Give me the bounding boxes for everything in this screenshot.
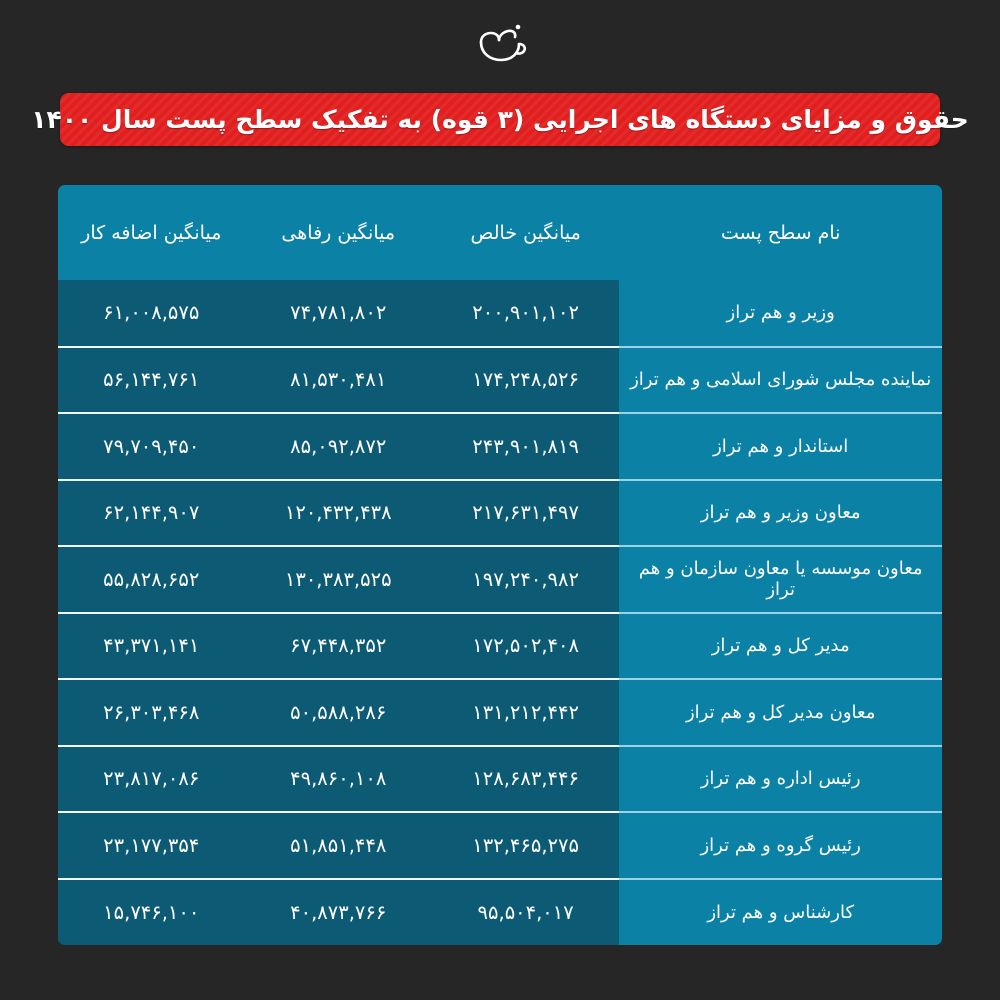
cell-post-name: رئیس گروه و هم تراز <box>619 812 942 879</box>
cell-overtime: ۵۶,۱۴۴,۷۶۱ <box>58 347 245 414</box>
cell-net: ۱۳۱,۲۱۲,۴۴۲ <box>432 679 619 746</box>
cell-net: ۱۳۲,۴۶۵,۲۷۵ <box>432 812 619 879</box>
cell-post-name: مدیر کل و هم تراز <box>619 613 942 680</box>
cell-overtime: ۲۳,۱۷۷,۳۵۴ <box>58 812 245 879</box>
cell-post-name: کارشناس و هم تراز <box>619 879 942 946</box>
cell-net: ۱۷۴,۲۴۸,۵۲۶ <box>432 347 619 414</box>
cell-post-name: رئیس اداره و هم تراز <box>619 746 942 813</box>
cell-welfare: ۶۷,۴۴۸,۳۵۲ <box>245 613 432 680</box>
cell-post-name: معاون وزیر و هم تراز <box>619 480 942 547</box>
table-row <box>58 546 942 613</box>
cell-net: ۲۰۰,۹۰۱,۱۰۲ <box>432 280 619 347</box>
cell-post-name: نماینده مجلس شورای اسلامی و هم تراز <box>619 347 942 414</box>
cell-overtime: ۴۳,۳۷۱,۱۴۱ <box>58 613 245 680</box>
table-row <box>58 347 942 414</box>
salary-table <box>58 185 942 945</box>
cell-welfare: ۴۰,۸۷۳,۷۶۶ <box>245 879 432 946</box>
cell-welfare: ۱۳۰,۳۸۳,۵۲۵ <box>245 546 432 613</box>
table-row <box>58 613 942 680</box>
table-header <box>58 185 942 280</box>
table-body <box>58 280 942 945</box>
header-row <box>58 185 942 280</box>
column-header-welfare-average: میانگین رفاهی <box>245 185 432 280</box>
cell-overtime: ۶۱,۰۰۸,۵۷۵ <box>58 280 245 347</box>
cell-welfare: ۸۵,۰۹۲,۸۷۲ <box>245 413 432 480</box>
table-row <box>58 413 942 480</box>
table-row <box>58 480 942 547</box>
cell-overtime: ۶۲,۱۴۴,۹۰۷ <box>58 480 245 547</box>
title-banner <box>31 93 969 146</box>
coffee-cup-icon <box>469 22 531 66</box>
cell-welfare: ۸۱,۵۳۰,۴۸۱ <box>245 347 432 414</box>
column-header-overtime-average: میانگین اضافه کار <box>58 185 245 280</box>
cell-net: ۱۲۸,۶۸۳,۴۴۶ <box>432 746 619 813</box>
cell-net: ۱۷۲,۵۰۲,۴۰۸ <box>432 613 619 680</box>
table-row <box>58 280 942 347</box>
table-row <box>58 679 942 746</box>
table-row <box>58 812 942 879</box>
table-row <box>58 746 942 813</box>
cell-welfare: ۱۲۰,۴۳۲,۴۳۸ <box>245 480 432 547</box>
salary-table-container <box>58 185 942 945</box>
cell-post-name: معاون مدیر کل و هم تراز <box>619 679 942 746</box>
column-header-post-name: نام سطح پست <box>619 185 942 280</box>
cell-welfare: ۵۱,۸۵۱,۴۴۸ <box>245 812 432 879</box>
cell-post-name: معاون موسسه یا معاون سازمان و هم تراز <box>619 546 942 613</box>
cell-net: ۲۴۳,۹۰۱,۸۱۹ <box>432 413 619 480</box>
cell-post-name: استاندار و هم تراز <box>619 413 942 480</box>
page-title: حقوق و مزایای دستگاه های اجرایی (۳ قوه) به تفکیک سطح پست سال ۱۴۰۰ <box>31 105 969 134</box>
cell-net: ۹۵,۵۰۴,۰۱۷ <box>432 879 619 946</box>
cell-welfare: ۵۰,۵۸۸,۲۸۶ <box>245 679 432 746</box>
cell-net: ۲۱۷,۶۳۱,۴۹۷ <box>432 480 619 547</box>
logo-container <box>0 16 1000 72</box>
cell-welfare: ۴۹,۸۶۰,۱۰۸ <box>245 746 432 813</box>
cell-welfare: ۷۴,۷۸۱,۸۰۲ <box>245 280 432 347</box>
cell-overtime: ۱۵,۷۴۶,۱۰۰ <box>58 879 245 946</box>
cell-overtime: ۲۶,۳۰۳,۴۶۸ <box>58 679 245 746</box>
cell-overtime: ۵۵,۸۲۸,۶۵۲ <box>58 546 245 613</box>
table-row <box>58 879 942 946</box>
cell-post-name: وزیر و هم تراز <box>619 280 942 347</box>
column-header-net-average: میانگین خالص <box>432 185 619 280</box>
cell-net: ۱۹۷,۲۴۰,۹۸۲ <box>432 546 619 613</box>
cell-overtime: ۷۹,۷۰۹,۴۵۰ <box>58 413 245 480</box>
cell-overtime: ۲۳,۸۱۷,۰۸۶ <box>58 746 245 813</box>
